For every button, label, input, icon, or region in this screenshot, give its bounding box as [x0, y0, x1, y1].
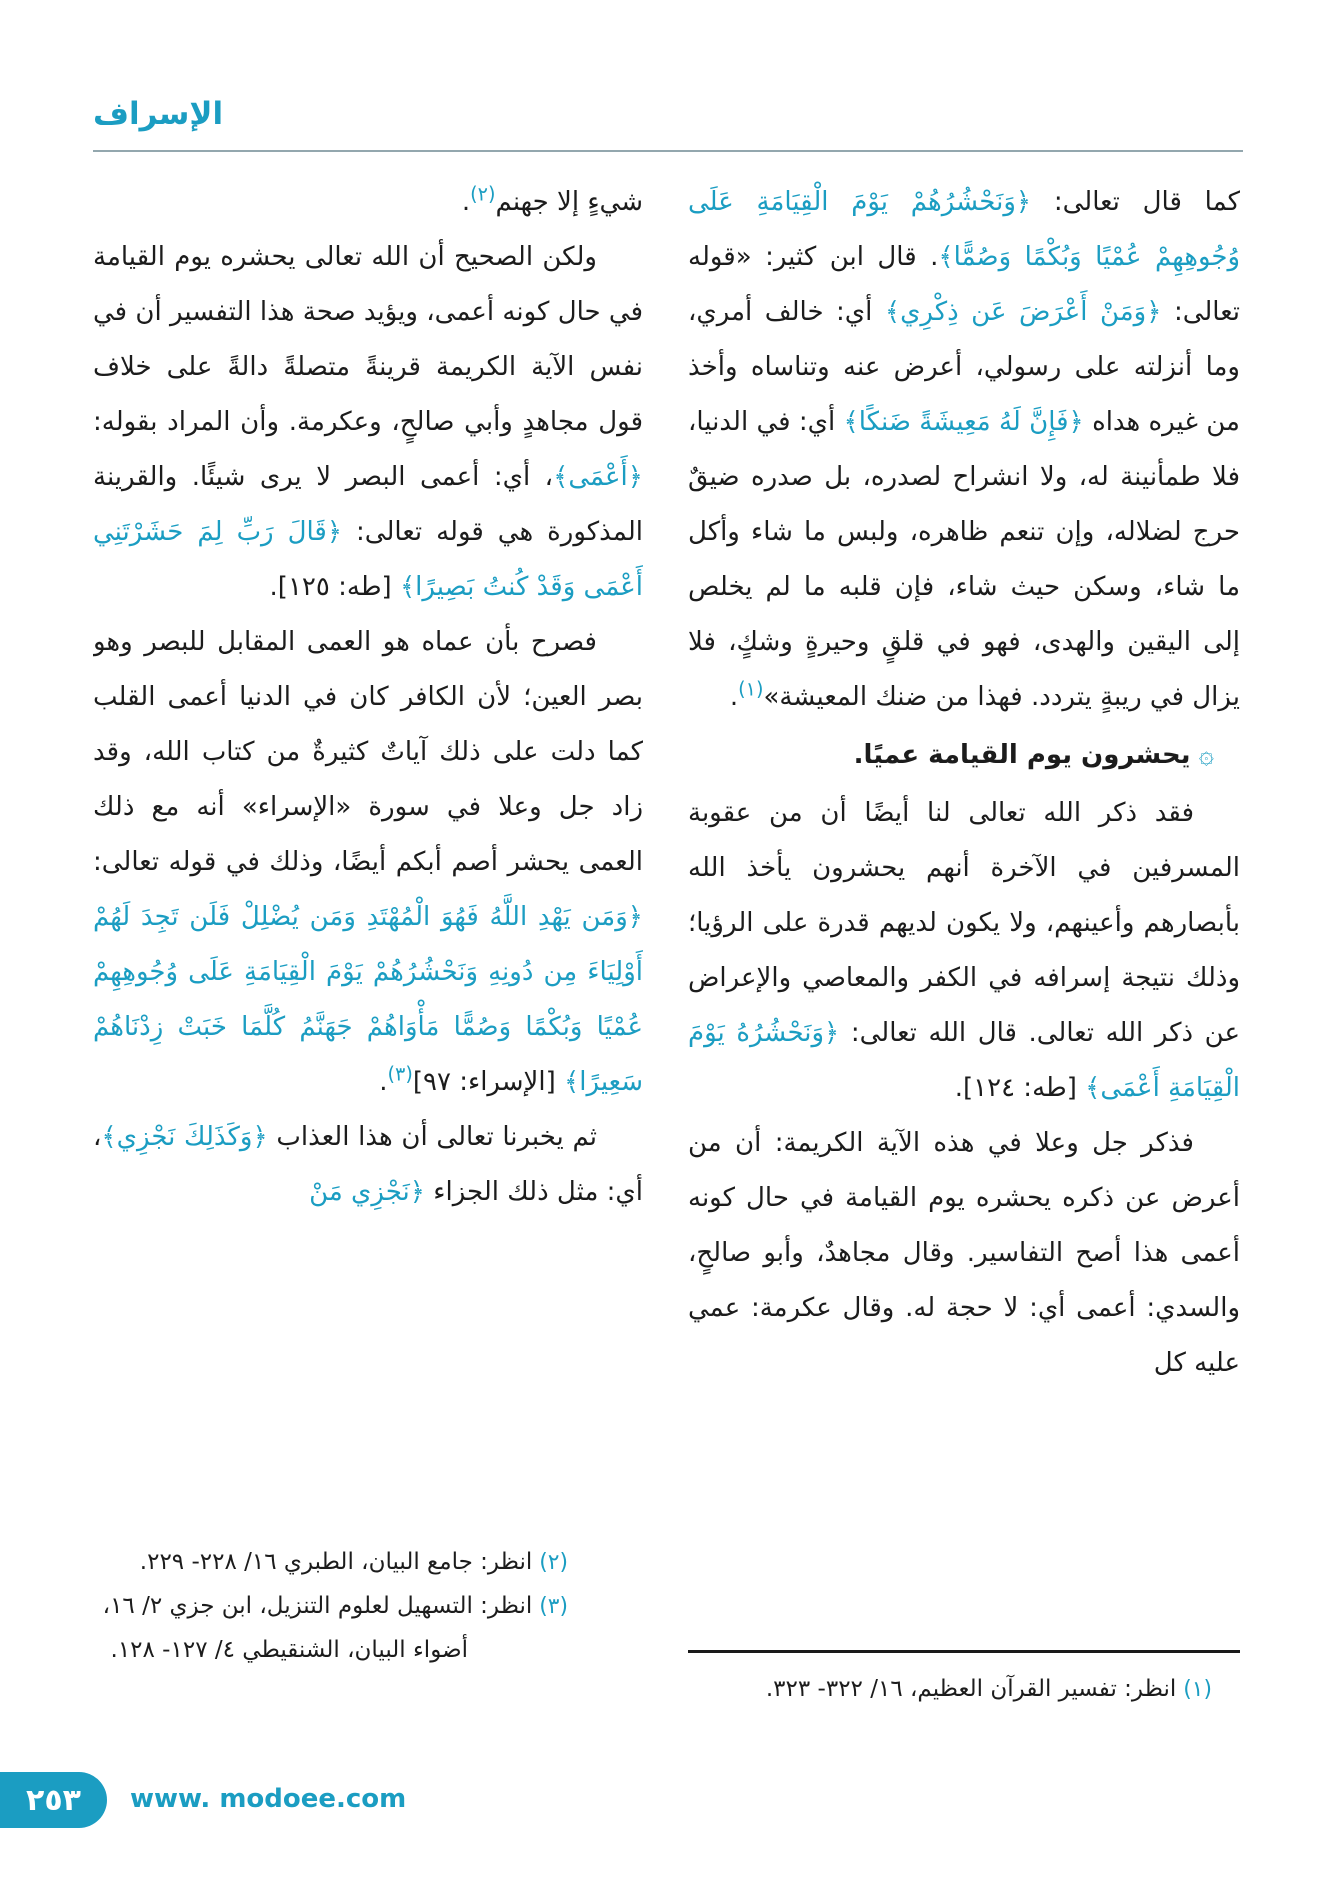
footnote-item: [93, 1540, 568, 1584]
footnote-marker: (٣): [532, 1594, 568, 1619]
footnote-list: [688, 1667, 1240, 1711]
footnote-marker: (٣): [387, 1062, 413, 1086]
body-text: فقد ذكر الله تعالى لنا أيضًا أن من عقوبة المسرفين في الآخرة أنهم يحشرون يأخذ الله بأبصارهم وأعينهم، ولا يكون لديهم قدرة على الرؤيا؛ وذلك نتيجة إسرافه في الكفر والمعاصي والإعراض عن ذكر الله تعالى. قال الله تعالى:: [688, 798, 1240, 1048]
quran-verse: ﴿وَنَحْشُرُهُمْ يَوْمَ الْقِيَامَةِ عَلَى وُجُوهِهِمْ عُمْيًا وَبُكْمًا وَصُمًّا﴾: [688, 187, 1240, 272]
body-text: شيءٍ إلا جهنم: [495, 187, 643, 217]
body-text: [طه: ١٢٤].: [954, 1073, 1086, 1103]
body-text: [الإسراء: ٩٧]: [412, 1067, 565, 1097]
quran-verse: ﴿فَإِنَّ لَهُ مَعِيشَةً ضَنكًا﴾: [843, 407, 1084, 437]
footnote-item: [688, 1667, 1212, 1711]
left-column-footnotes: [93, 1540, 643, 1672]
quran-verse: ﴿أَعْمَى﴾: [553, 462, 643, 492]
body-text: فذكر جل وعلا في هذه الآية الكريمة: أن من أعرض عن ذكره يحشره يوم القيامة في حال كونه أعمى هذا أصح التفاسير. وقال مجاهدٌ، وأبو صالحٍ، والسدي: أعمى أي: لا حجة له. وقال عكرمة: عمي عليه كل: [688, 1128, 1240, 1378]
quran-verse: ﴿نَجْزِي مَنْ: [309, 1177, 425, 1207]
footnote-item: [93, 1584, 568, 1672]
body-text: انظر: تفسير القرآن العظيم، ١٦/ ٣٢٢- ٣٢٣.: [765, 1676, 1177, 1702]
body-text: كما قال تعالى:: [1031, 187, 1240, 217]
body-text: .: [461, 187, 471, 217]
page-number: ٢٥٣: [26, 1782, 81, 1818]
body-text: ثم يخبرنا تعالى أن هذا العذاب: [267, 1122, 597, 1152]
page-number-badge: [0, 1772, 107, 1828]
body-text: . قال ابن كثير: «قوله تعالى:: [688, 242, 1240, 327]
body-text: انظر: التسهيل لعلوم التنزيل، ابن جزي ٢/ ١٦، أضواء البيان، الشنقيطي ٤/ ١٢٧- ١٢٨.: [102, 1593, 533, 1663]
website-url: www. modoee.com: [130, 1784, 407, 1814]
footnote-list: [93, 1540, 643, 1672]
quran-verse: ﴿وَكَذَلِكَ نَجْزِي﴾: [101, 1122, 268, 1152]
paragraph: [93, 1110, 643, 1220]
body-text: انظر: جامع البيان، الطبري ١٦/ ٢٢٨- ٢٢٩.: [139, 1549, 533, 1575]
body-text: فصرح بأن عماه هو العمى المقابل للبصر وهو بصر العين؛ لأن الكافر كان في الدنيا أعمى القلب كما دلت على ذلك آياتٌ كثيرةٌ من كتاب الله، وقد زاد جل وعلا في سورة «الإسراء» أنه مع ذلك العمى يحشر أصم أبكم أيضًا، وذلك في قوله تعالى:: [93, 627, 643, 877]
right-column: [688, 175, 1240, 1640]
body-text: أي: خالف أمري، وما أنزلته على رسولي، أعرض عنه وتناساه وأخذ من غيره هداه: [688, 297, 1240, 437]
quran-verse: ﴿قَالَ رَبِّ لِمَ حَشَرْتَنِي أَعْمَى وَقَدْ كُنتُ بَصِيرًا﴾: [93, 517, 643, 602]
left-column: [93, 175, 643, 1530]
body-text: ، أي: أعمى البصر لا يرى شيئًا. والقرينة المذكورة هي قوله تعالى:: [93, 462, 643, 547]
paragraph: [688, 175, 1240, 725]
paragraph: [688, 786, 1240, 1116]
body-text: .: [379, 1067, 388, 1097]
page-header-title: الإسراف: [93, 96, 224, 132]
paragraph: [688, 1116, 1240, 1391]
body-text: ، أي: مثل ذلك الجزاء: [93, 1122, 643, 1207]
paragraph: [93, 175, 643, 230]
footnote-marker: (٢): [532, 1550, 568, 1575]
footnote-divider: [688, 1650, 1240, 1653]
body-text: أي: في الدنيا، فلا طمأنينة له، ولا انشراح لصدره، بل صدره ضيقٌ حرج لضلاله، وإن تنعم ظاهره، ولبس ما شاء وأكل ما شاء، وسكن حيث شاء، فإن قلبه ما لم يخلص إلى اليقين والهدى، فهو في قلقٍ وحيرةٍ وشكٍ، فلا يزال في ريبةٍ يتردد. فهذا من ضنك المعيشة»: [688, 407, 1240, 712]
body-text: [طه: ١٢٥].: [269, 572, 400, 602]
paragraph: [93, 230, 643, 615]
quran-verse: ﴿وَمَنْ أَعْرَضَ عَن ذِكْرِي﴾: [884, 297, 1162, 327]
quran-verse: ﴿وَمَن يَهْدِ اللَّهُ فَهُوَ الْمُهْتَدِ وَمَن يُضْلِلْ فَلَن تَجِدَ لَهُمْ أَوْلِيَاءَ مِن دُونِهِ وَنَحْشُرُهُمْ يَوْمَ الْقِيَامَةِ عَلَى وُجُوهِهِمْ عُمْيًا وَبُكْمًا وَصُمًّا مَأْوَاهُمْ جَهَنَّمُ كُلَّمَا خَبَتْ زِدْنَاهُمْ سَعِيرًا﴾: [93, 902, 643, 1097]
body-text: ولكن الصحيح أن الله تعالى يحشره يوم القيامة في حال كونه أعمى، ويؤيد صحة هذا التفسير أن في نفس الآية الكريمة قرينةً متصلةً دالةً على خلاف قول مجاهدٍ وأبي صالحٍ، وعكرمة. وأن المراد بقوله:: [93, 242, 643, 437]
quran-verse: ﴿وَنَحْشُرُهُ يَوْمَ الْقِيَامَةِ أَعْمَى﴾: [688, 1018, 1240, 1103]
footnote-marker: (٢): [470, 182, 496, 206]
section-ornament-icon: ۞: [1190, 740, 1214, 770]
heading-text: يحشرون يوم القيامة عميًا.: [853, 740, 1191, 770]
paragraph: [93, 615, 643, 1110]
body-text: .: [729, 682, 739, 712]
section-heading: [688, 728, 1240, 783]
header-divider: [93, 150, 1243, 152]
footnote-marker: (١): [1176, 1677, 1212, 1702]
right-column-footnotes: [688, 1650, 1240, 1711]
footnote-marker: (١): [738, 677, 764, 701]
